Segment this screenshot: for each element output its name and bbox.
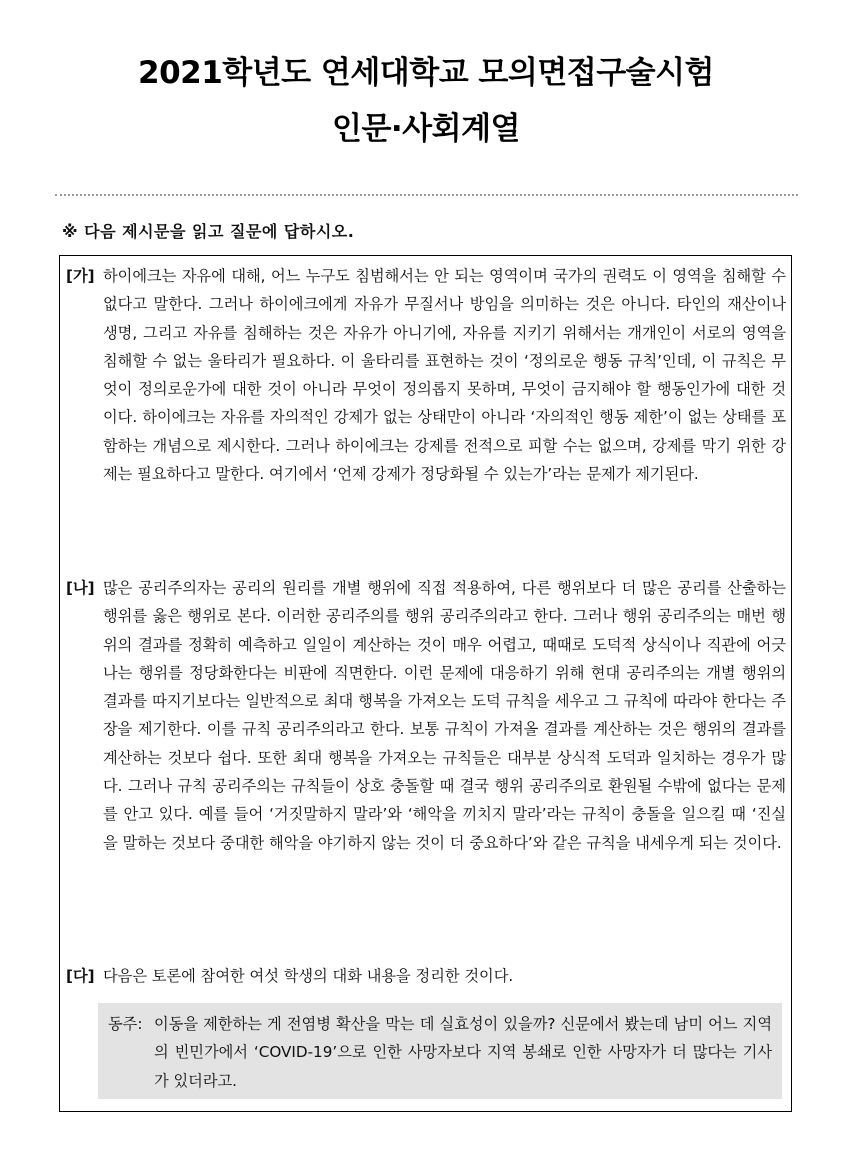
passage-tag: [나] <box>66 579 95 597</box>
dialogue-text: 이동을 제한하는 게 전염병 확산을 막는 데 실효성이 있을까? 신문에서 봤는데 남미 어느 지역의 빈민가에서 ‘COVID-19’으로 인한 사망자보다 지역 봉쇄로 인한 사망자가 더 많다는 기사가 있더라고. <box>154 1015 772 1090</box>
passage-da <box>66 962 786 990</box>
passage-na <box>66 574 786 857</box>
passage-ga <box>66 262 786 488</box>
passage-text: 다음은 토론에 참여한 여섯 학생의 대화 내용을 정리한 것이다. <box>103 967 514 985</box>
passage-tag: [가] <box>66 267 95 285</box>
instruction: ※ 다음 제시문을 읽고 질문에 답하시오. <box>62 222 355 241</box>
passage-text: 많은 공리주의자는 공리의 원리를 개별 행위에 직접 적용하여, 다른 행위보다 더 많은 공리를 산출하는 행위를 옳은 행위로 본다. 이러한 공리주의를 행위 공리주의라고 한다. 그러나 행위 공리주의는 매번 행위의 결과를 정확히 예측하고 일일이 계산하는 것이 매우 어렵고, 때때로 도덕적 상식이나 직관에 어긋나는 행위를 정당화한다는 비판에 직면한다. 이런 문제에 대응하기 위해 현대 공리주의는 개별 행위의 결과를 따지기보다는 일반적으로 최대 행복을 가져오는 도덕 규칙을 세우고 그 규칙에 따라야 한다는 주장을 제기한다. 이를 규칙 공리주의라고 한다. 보통 규칙이 가져올 결과를 계산하는 것은 행위의 결과를 계산하는 것보다 쉽다. 또한 최대 행복을 가져오는 규칙들은 대부분 상식적 도덕과 일치하는 경우가 많다. 그러나 규칙 공리주의는 규칙들이 상호 충돌할 때 결국 행위 공리주의로 환원될 수밖에 없다는 문제를 안고 있다. 예를 들어 ‘거짓말하지 말라’와 ‘해악을 끼치지 말라’라는 규칙이 충돌을 일으킬 때 ‘진실을 말하는 것보다 중대한 해악을 야기하지 않는 것이 더 중요하다’와 같은 규칙을 내세우게 되는 것이다. <box>103 579 786 852</box>
page-title: 2021학년도 연세대학교 모의면접구술시험 <box>138 55 714 91</box>
dialogue-entry <box>108 1010 772 1095</box>
passage-tag: [다] <box>66 967 95 985</box>
page-subtitle: 인문·사회계열 <box>332 111 520 147</box>
dotted-divider <box>55 194 798 196</box>
dialogue-speaker: 동주: <box>108 1015 143 1033</box>
passage-text: 하이에크는 자유에 대해, 어느 누구도 침범해서는 안 되는 영역이며 국가의 권력도 이 영역을 침해할 수 없다고 말한다. 그러나 하이에크에게 자유가 무질서나 방임을 의미하는 것은 아니다. 타인의 재산이나 생명, 그리고 자유를 침해하는 것은 자유가 아니기에, 자유를 지키기 위해서는 개개인이 서로의 영역을 침해할 수 없는 울타리가 필요하다. 이 울타리를 표현하는 것이 ‘정의로운 행동 규칙’인데, 이 규칙은 무엇이 정의로운가에 대한 것이 아니라 무엇이 정의롭지 못하며, 무엇이 금지해야 할 행동인가에 대한 것이다. 하이에크는 자유를 자의적인 강제가 없는 상태만이 아니라 ‘자의적인 행동 제한’이 없는 상태를 포함하는 개념으로 제시한다. 그러나 하이에크는 강제를 전적으로 피할 수는 없으며, 강제를 막기 위한 강제는 필요하다고 말한다. 여기에서 ‘언제 강제가 정당화될 수 있는가’라는 문제가 제기된다. <box>103 267 786 484</box>
